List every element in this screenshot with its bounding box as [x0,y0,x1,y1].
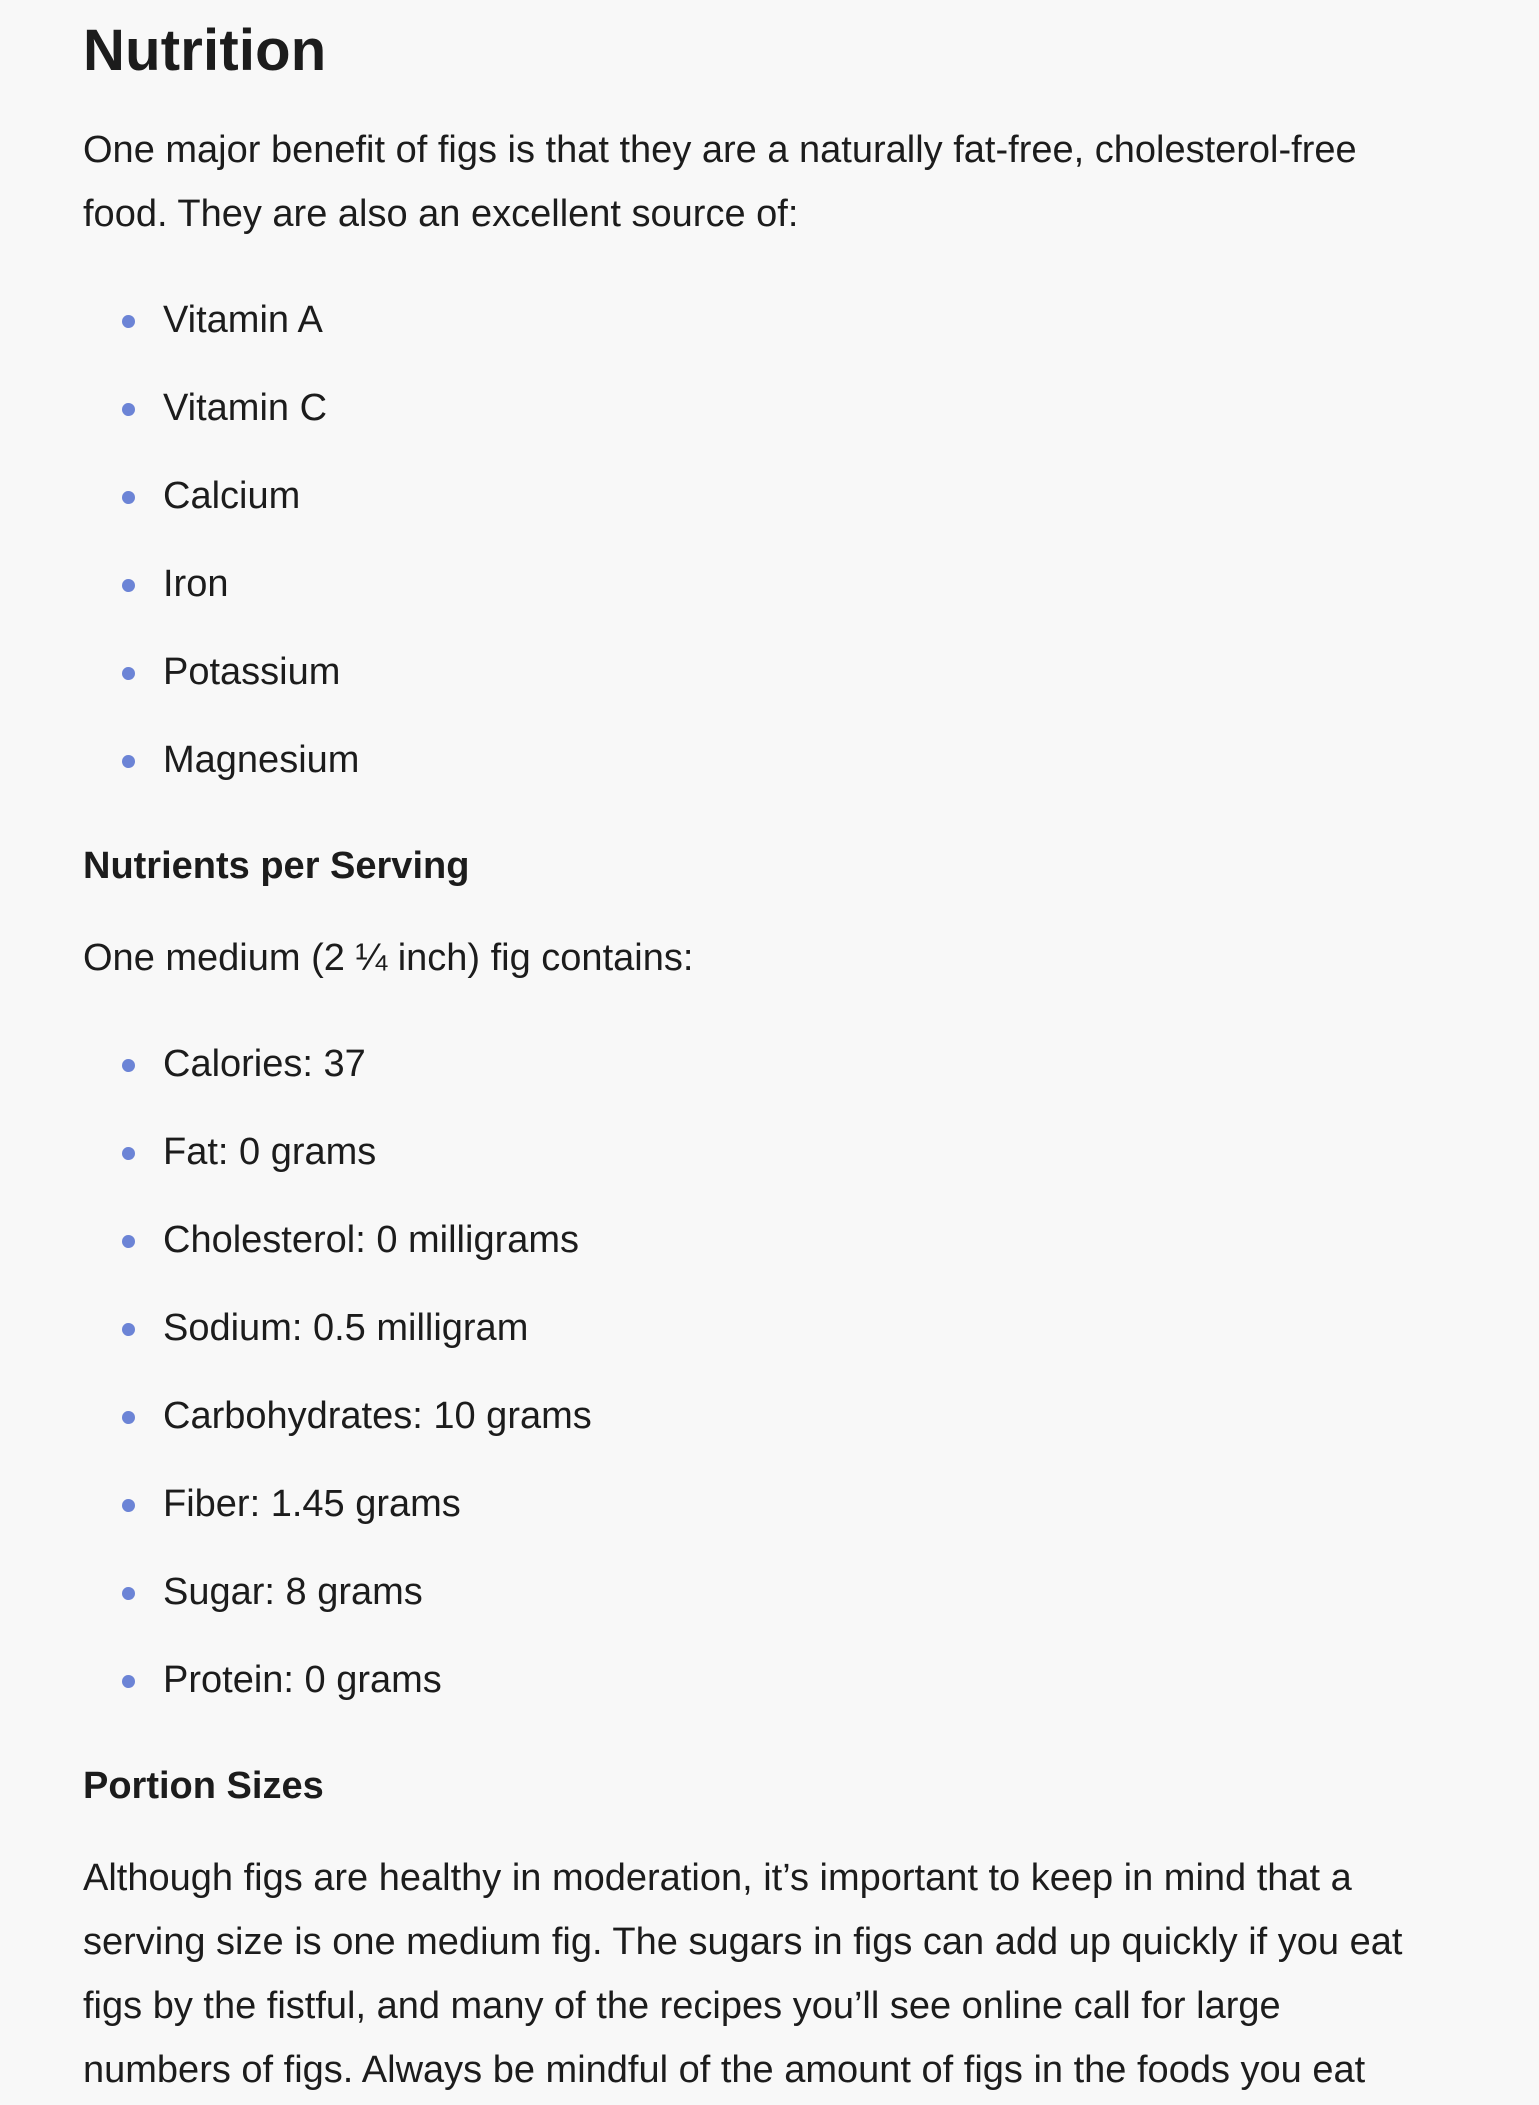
nutrients-per-serving-heading: Nutrients per Serving [83,845,470,887]
list-item-text: Sodium: 0.5 milligram [163,1307,529,1349]
list-item [83,1300,592,1388]
list-item-text: Sugar: 8 grams [163,1571,423,1613]
list-item [83,380,359,468]
section-title-nutrition: Nutrition [83,18,327,83]
list-item [83,732,359,820]
portion-sizes-heading: Portion Sizes [83,1765,324,1807]
bullet-icon [122,1235,135,1248]
nutrient-list [83,1036,592,1740]
list-item-text: Vitamin A [163,299,323,341]
bullet-icon [122,755,135,768]
list-item [83,644,359,732]
bullet-icon [122,403,135,416]
vitamin-list [83,292,359,820]
list-item [83,1564,592,1652]
list-item [83,1476,592,1564]
list-item-text: Calories: 37 [163,1043,366,1085]
intro-paragraph: One major benefit of figs is that they are a naturally fat-free, cholesterol-free food. They are also an excellent source of: [83,129,1357,235]
list-item-text: Cholesterol: 0 milligrams [163,1219,580,1261]
bullet-icon [122,1499,135,1512]
list-item-text: Fat: 0 grams [163,1131,377,1173]
list-item [83,1212,592,1300]
list-item-text: Protein: 0 grams [163,1659,442,1701]
list-item [83,1124,592,1212]
list-item-text: Vitamin C [163,387,328,429]
list-item [83,292,359,380]
bullet-icon [122,1323,135,1336]
list-item-text: Magnesium [163,739,360,781]
list-item [83,468,359,556]
list-item-text: Carbohydrates: 10 grams [163,1395,592,1437]
bullet-icon [122,491,135,504]
bullet-icon [122,579,135,592]
bullet-icon [122,1147,135,1160]
list-item [83,1036,592,1124]
bullet-icon [122,667,135,680]
list-item-text: Potassium [163,651,341,693]
list-item-text: Iron [163,563,229,605]
list-item [83,1652,592,1740]
bullet-icon [122,1059,135,1072]
bullet-icon [122,315,135,328]
portion-sizes-paragraph: Although figs are healthy in moderation, it’s important to keep in mind that a serving size is one medium fig. The sugars in figs can add up quickly if you eat figs by the fistful, and many of the recipes you’ll see online call for large numbers of figs. Always be mindful of the amount of figs in the foods you eat [83,1857,1403,2091]
serving-intro-paragraph: One medium (2 ¼ inch) fig contains: [83,937,694,979]
bullet-icon [122,1675,135,1688]
list-item [83,556,359,644]
bullet-icon [122,1587,135,1600]
list-item-text: Calcium [163,475,301,517]
bullet-icon [122,1411,135,1424]
list-item [83,1388,592,1476]
list-item-text: Fiber: 1.45 grams [163,1483,461,1525]
